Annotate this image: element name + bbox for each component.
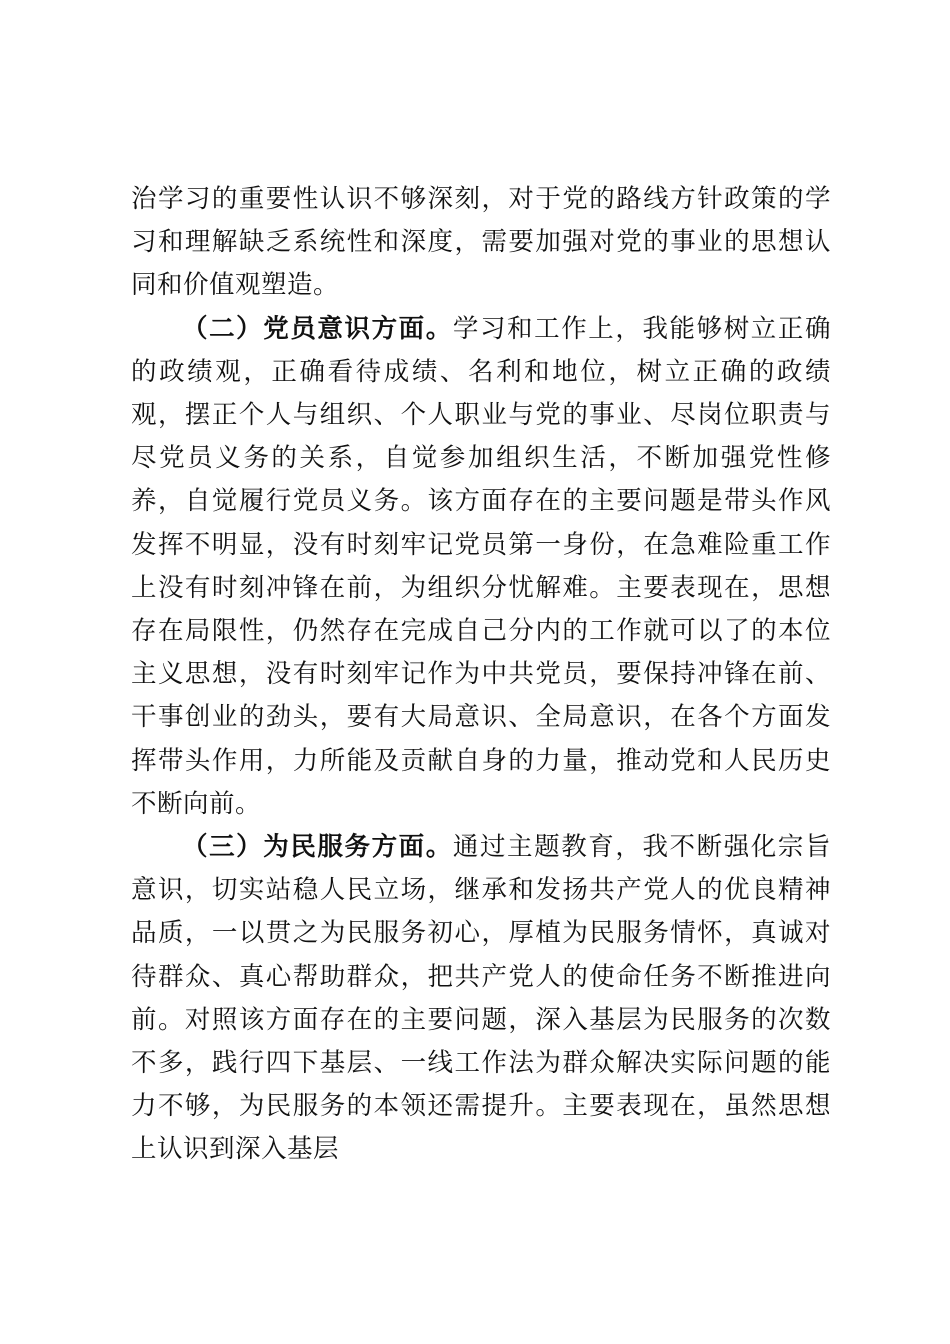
paragraph-text: 治学习的重要性认识不够深刻，对于党的路线方针政策的学习和理解缺乏系统性和深度，需要加强对党的事业的思想认同和价值观塑造。 [131,184,831,301]
paragraph-party-awareness [131,308,831,826]
section-heading-serving-people: （三）为民服务方面。 [182,832,453,863]
paragraph-text: 学习和工作上，我能够树立正确的政绩观，正确看待成绩、名利和地位，树立正确的政绩观，摆正个人与组织、个人职业与党的事业、尽岗位职责与尽党员义务的关系，自觉参加组织生活，不断加强党性修养，自觉履行党员义务。该方面存在的主要问题是带头作风发挥不明显，没有时刻牢记党员第一身份，在急难险重工作上没有时刻冲锋在前，为组织分忧解难。主要表现在，思想存在局限性，仍然存在完成自己分内的工作就可以了的本位主义思想，没有时刻牢记作为中共党员，要保持冲锋在前、干事创业的劲头，要有大局意识、全局意识，在各个方面发挥带头作用，力所能及贡献自身的力量，推动党和人民历史不断向前。 [131,313,831,819]
paragraph-text: 通过主题教育，我不断强化宗旨意识，切实站稳人民立场，继承和发扬共产党人的优良精神品质，一以贯之为民服务初心，厚植为民服务情怀，真诚对待群众、真心帮助群众，把共产党人的使命任务不断推进向前。对照该方面存在的主要问题，深入基层为民服务的次数不多，践行四下基层、一线工作法为群众解决实际问题的能力不够，为民服务的本领还需提升。主要表现在，虽然思想上认识到深入基层 [131,832,831,1165]
paragraph-serving-people [131,826,831,1172]
document-body [131,178,831,1172]
paragraph-continuation [131,178,831,308]
section-heading-party-awareness: （二）党员意识方面。 [182,313,453,344]
